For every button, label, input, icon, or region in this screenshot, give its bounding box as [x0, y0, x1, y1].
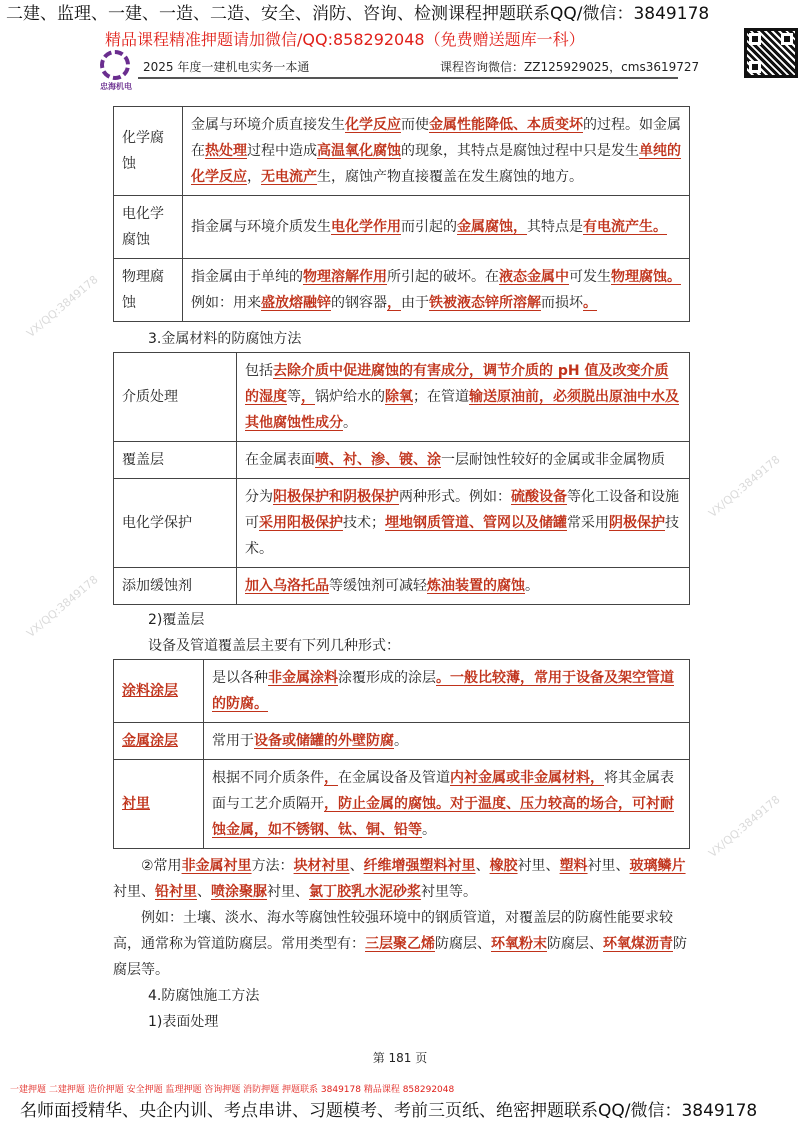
text-segment: ；在管道	[413, 389, 469, 405]
watermark: VX/QQ:3849178	[706, 792, 783, 861]
text-segment: 金属与环境介质直接发生	[191, 117, 345, 133]
text-segment: 、	[349, 858, 364, 874]
text-segment: 技术。	[245, 515, 679, 557]
text-segment: 锅炉给水的	[315, 389, 385, 405]
key-term: 氯丁胶乳水泥砂浆	[309, 884, 421, 900]
text-segment: 分为	[245, 489, 273, 505]
key-term: 橡胶	[489, 858, 518, 874]
text-segment: 、	[197, 884, 211, 900]
promo-banner-top: 二建、监理、一建、一造、二造、安全、消防、咨询、检测课程押题联系QQ/微信：3849178	[6, 4, 710, 24]
key-term: 电化学作用	[331, 219, 401, 235]
promo-banner-red: 精品课程精准押题请加微信/QQ:858292048（免费赠送题库一科）	[105, 30, 585, 49]
pipeline-coating-paragraph	[113, 905, 690, 983]
row-label: 物理腐蚀	[114, 259, 183, 322]
row-label: 电化学保护	[114, 479, 237, 568]
key-term: ，防止金属的腐蚀。对于温度、压力较高的场合，可衬耐蚀金属，如不锈钢、钛、铜、铅等	[212, 796, 674, 838]
watermark: VX/QQ:3849178	[24, 272, 101, 341]
row-content	[204, 660, 690, 723]
row-content	[237, 353, 690, 442]
text-segment: 衬里、	[587, 858, 630, 874]
text-segment: 指金属由于单纯的	[191, 269, 303, 285]
watermark: VX/QQ:3849178	[706, 452, 783, 521]
text-segment: 两种形式。例如：	[399, 489, 511, 505]
coating-forms-table	[113, 659, 690, 849]
logo-icon	[100, 50, 130, 80]
key-term: 铁被液态锌所溶解	[429, 295, 541, 311]
text-segment: 是以各种	[212, 670, 268, 686]
text-segment: 防腐层、	[547, 936, 603, 952]
key-term: ，	[324, 770, 338, 786]
qr-code-icon	[744, 28, 798, 78]
key-term: 单纯的化学反应	[191, 143, 681, 185]
text-segment: ，	[247, 169, 261, 185]
table-row	[114, 259, 690, 322]
text-segment: 等	[287, 389, 301, 405]
coating-intro: 设备及管道覆盖层主要有下列几种形式：	[148, 638, 400, 654]
key-term: 去除介质中促进腐蚀的有害成分，调节介质的 pH 值及改变介质的湿度	[245, 363, 669, 405]
key-term: 采用阳极保护	[259, 515, 343, 531]
text-segment: 防腐层等。	[113, 936, 687, 978]
key-term: 物理腐蚀。	[611, 269, 681, 285]
table-row	[114, 353, 690, 442]
key-term: 炼油装置的腐蚀	[427, 578, 525, 594]
key-term: 金属腐蚀，	[457, 219, 527, 235]
key-term: 阴极保护	[609, 515, 665, 531]
lining-methods-paragraph	[113, 853, 690, 905]
text-segment: 的现象，其特点是腐蚀过程中只是发生	[401, 143, 639, 159]
key-term: 除氧	[385, 389, 413, 405]
table-row	[114, 660, 690, 723]
section-heading-3: 3.金属材料的防腐蚀方法	[148, 331, 302, 347]
row-content	[204, 760, 690, 849]
key-term: 三层聚乙烯	[365, 936, 435, 952]
key-term: ，	[301, 389, 315, 405]
text-segment: 而使	[401, 117, 429, 133]
row-content	[183, 259, 690, 322]
watermark: VX/QQ:3849178	[24, 572, 101, 641]
row-content	[183, 107, 690, 196]
row-label: 介质处理	[114, 353, 237, 442]
text-segment: 技术；	[343, 515, 385, 531]
text-segment: 生，腐蚀产物直接覆盖在发生腐蚀的地方。	[317, 169, 583, 185]
key-term: 塑料	[559, 858, 588, 874]
row-label: 衬里	[114, 760, 204, 849]
table-row	[114, 107, 690, 196]
text-segment: 一层耐蚀性较好的金属或非金属物质	[441, 452, 665, 468]
key-term: 非金属涂料	[268, 670, 338, 686]
key-term: 输送原油前，必须脱出原油中水及其他腐蚀性成分	[245, 389, 679, 431]
text-segment: 指金属与环境介质发生	[191, 219, 331, 235]
text-segment: 常用于	[212, 733, 254, 749]
text-segment: 而引起的	[401, 219, 457, 235]
key-term: 高温氧化腐蚀	[317, 143, 401, 159]
text-segment: 等化工设备和设施可	[245, 489, 679, 531]
text-segment: 在金属表面	[245, 452, 315, 468]
corrosion-types-table	[113, 106, 690, 322]
key-term: 液态金属中	[499, 269, 569, 285]
text-segment: 可发生	[569, 269, 611, 285]
text-segment: 衬里、	[113, 884, 155, 900]
page-number: 第 181 页	[372, 1051, 428, 1065]
header-divider	[138, 77, 678, 79]
text-segment: 防腐层、	[435, 936, 491, 952]
text-segment: 所引起的破坏。在	[387, 269, 499, 285]
text-segment: 例如：土壤、淡水、海水等腐蚀性较强环境中的钢质管道，对覆盖层的防腐性能要求较高，通常称为管道防腐层。常用类型有：	[113, 910, 673, 952]
text-segment: 将其金属表面与工艺介质隔开	[212, 770, 674, 812]
row-content	[237, 568, 690, 605]
key-term: 环氧粉末	[491, 936, 547, 952]
row-label: 涂料涂层	[114, 660, 204, 723]
text-segment: 例如：用来	[191, 295, 261, 311]
row-content	[237, 442, 690, 479]
text-segment: 衬里、	[267, 884, 309, 900]
text-segment: 根据不同介质条件	[212, 770, 324, 786]
key-term: 块材衬里	[293, 858, 350, 874]
text-segment: 在金属设备及管道	[338, 770, 450, 786]
row-label: 化学腐蚀	[114, 107, 183, 196]
key-term: 喷、衬、渗、镀、涂	[315, 452, 441, 468]
section-heading-4: 4.防腐蚀施工方法	[148, 988, 260, 1004]
subheading-coating: 2)覆盖层	[148, 612, 205, 628]
key-term: 加入乌洛托品	[245, 578, 329, 594]
table-row	[114, 568, 690, 605]
table-row	[114, 723, 690, 760]
text-segment: 方法：	[251, 858, 294, 874]
key-term: 环氧煤沥青	[603, 936, 673, 952]
table-row	[114, 442, 690, 479]
key-term: 盛放熔融锌	[261, 295, 331, 311]
row-content	[237, 479, 690, 568]
row-label: 金属涂层	[114, 723, 204, 760]
text-segment: 。	[525, 578, 539, 594]
key-term: 硫酸设备	[511, 489, 567, 505]
header-title: 2025 年度一建机电实务一本通	[143, 60, 310, 74]
subheading-surface: 1)表面处理	[148, 1014, 219, 1030]
key-term: 玻璃鳞片	[629, 858, 686, 874]
key-term: ，	[387, 295, 401, 311]
text-segment: 、	[475, 858, 490, 874]
table-row	[114, 196, 690, 259]
promo-footer: 名师面授精华、央企内训、考点串讲、习题模考、考前三页纸、绝密押题联系QQ/微信：3849178	[20, 1101, 758, 1121]
key-term: 。	[583, 295, 597, 311]
key-term: 无电流产	[261, 169, 317, 185]
text-segment: 过程中造成	[247, 143, 317, 159]
key-term: 非金属衬里	[181, 858, 252, 874]
key-term: 金属性能降低、本质变坏	[429, 117, 583, 133]
key-term: 。一般比较薄，常用于设备及架空管道的防腐。	[212, 670, 674, 712]
table-row	[114, 479, 690, 568]
key-term: 设备或储罐的外壁防腐	[254, 733, 394, 749]
key-term: 化学反应	[345, 117, 401, 133]
row-content	[204, 723, 690, 760]
key-term: 有电流产生。	[583, 219, 667, 235]
text-segment: 涂覆形成的涂层	[338, 670, 436, 686]
text-segment: 而损坏	[541, 295, 583, 311]
logo-text: 忠海机电	[100, 82, 132, 91]
anticorrosion-methods-table	[113, 352, 690, 605]
text-segment: 衬里、	[517, 858, 560, 874]
text-segment: 。	[343, 415, 357, 431]
text-segment: 的钢容器	[331, 295, 387, 311]
row-content	[183, 196, 690, 259]
header-contact: 课程咨询微信：ZZ125929025，cms3619727	[440, 60, 700, 74]
row-label: 电化学腐蚀	[114, 196, 183, 259]
footer-overlay: 一建押题 二建押题 造价押题 安全押题 监理押题 咨询押题 消防押题 押题联系 3849178 精品课程 858292048	[10, 1085, 455, 1095]
text-segment: 由于	[401, 295, 429, 311]
text-segment: 的过程。如金属在	[191, 117, 681, 159]
text-segment: 常采用	[567, 515, 609, 531]
text-segment: 等缓蚀剂可减轻	[329, 578, 427, 594]
text-segment: 衬里等。	[421, 884, 477, 900]
text-segment: 包括	[245, 363, 273, 379]
row-label: 覆盖层	[114, 442, 237, 479]
key-term: 热处理	[205, 143, 247, 159]
key-term: 内衬金属或非金属材料，	[450, 770, 604, 786]
key-term: 埋地钢质管道、管网以及储罐	[385, 515, 567, 531]
text-segment: 其特点是	[527, 219, 583, 235]
text-segment: 。	[394, 733, 408, 749]
key-term: 阳极保护和阴极保护	[273, 489, 399, 505]
key-term: 喷涂聚脲	[211, 884, 267, 900]
text-segment: 。	[422, 822, 436, 838]
key-term: 纤维增强塑料衬里	[363, 858, 476, 874]
page-content	[113, 106, 690, 1035]
table-row	[114, 760, 690, 849]
key-term: 物理溶解作用	[303, 269, 387, 285]
text-segment: ②常用	[141, 858, 182, 874]
key-term: 铅衬里	[155, 884, 197, 900]
row-label: 添加缓蚀剂	[114, 568, 237, 605]
